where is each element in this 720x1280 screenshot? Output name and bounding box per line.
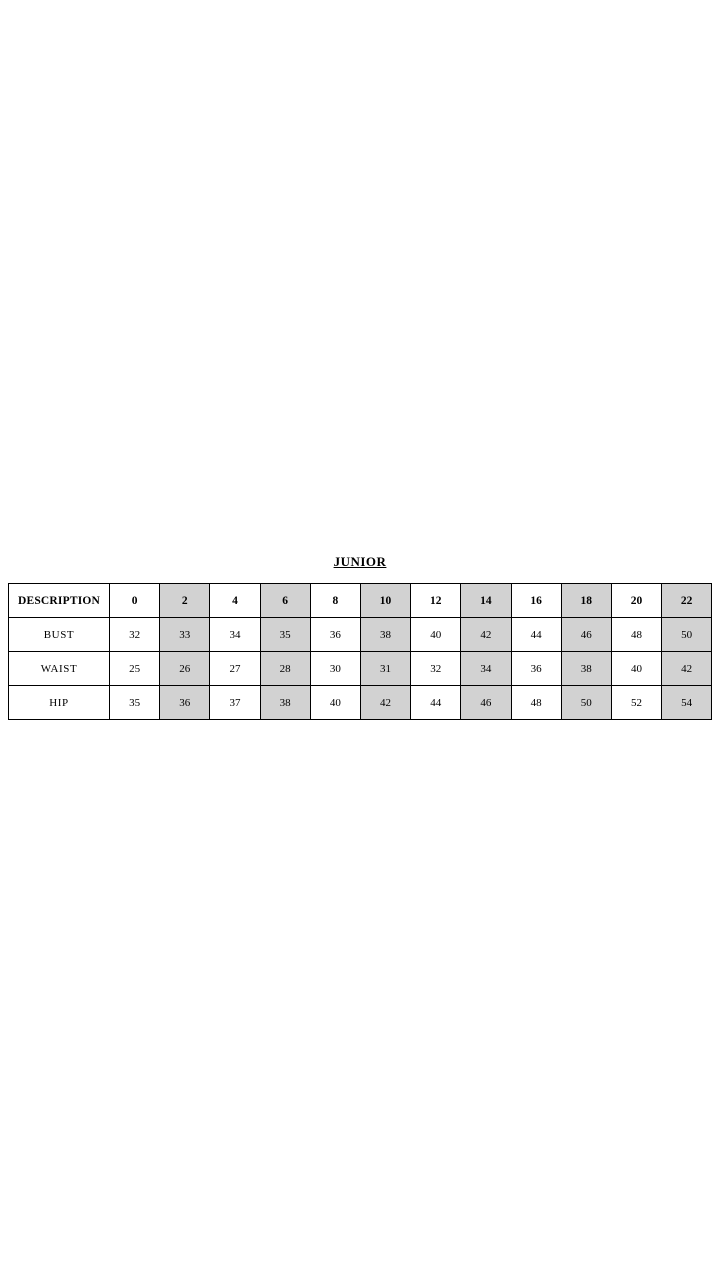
column-header-size-14: 14 <box>461 584 511 618</box>
cell-bust-8: 36 <box>310 618 360 652</box>
page-title: JUNIOR <box>333 554 387 569</box>
table-row <box>9 618 712 652</box>
cell-hip-18: 50 <box>561 686 611 720</box>
cell-waist-22: 42 <box>662 652 712 686</box>
cell-bust-22: 50 <box>662 618 712 652</box>
cell-hip-20: 52 <box>611 686 661 720</box>
cell-waist-16: 36 <box>511 652 561 686</box>
cell-bust-20: 48 <box>611 618 661 652</box>
cell-hip-0: 35 <box>110 686 160 720</box>
cell-waist-8: 30 <box>310 652 360 686</box>
cell-waist-4: 27 <box>210 652 260 686</box>
cell-waist-20: 40 <box>611 652 661 686</box>
cell-hip-8: 40 <box>310 686 360 720</box>
column-header-size-22: 22 <box>662 584 712 618</box>
cell-hip-4: 37 <box>210 686 260 720</box>
size-chart-table <box>8 583 712 720</box>
cell-bust-16: 44 <box>511 618 561 652</box>
cell-bust-2: 33 <box>160 618 210 652</box>
cell-hip-6: 38 <box>260 686 310 720</box>
cell-hip-2: 36 <box>160 686 210 720</box>
column-header-size-10: 10 <box>360 584 410 618</box>
cell-bust-18: 46 <box>561 618 611 652</box>
cell-hip-12: 44 <box>411 686 461 720</box>
cell-hip-16: 48 <box>511 686 561 720</box>
cell-hip-22: 54 <box>662 686 712 720</box>
column-header-size-0: 0 <box>110 584 160 618</box>
cell-waist-6: 28 <box>260 652 310 686</box>
column-header-size-6: 6 <box>260 584 310 618</box>
column-header-size-20: 20 <box>611 584 661 618</box>
table-row <box>9 652 712 686</box>
size-chart-container <box>8 583 712 720</box>
column-header-size-16: 16 <box>511 584 561 618</box>
cell-bust-0: 32 <box>110 618 160 652</box>
column-header-size-4: 4 <box>210 584 260 618</box>
cell-hip-10: 42 <box>360 686 410 720</box>
cell-hip-14: 46 <box>461 686 511 720</box>
table-row <box>9 686 712 720</box>
cell-waist-10: 31 <box>360 652 410 686</box>
cell-bust-4: 34 <box>210 618 260 652</box>
column-header-size-12: 12 <box>411 584 461 618</box>
row-label-hip: HIP <box>9 686 110 720</box>
row-label-bust: BUST <box>9 618 110 652</box>
cell-bust-12: 40 <box>411 618 461 652</box>
cell-waist-14: 34 <box>461 652 511 686</box>
column-header-size-8: 8 <box>310 584 360 618</box>
cell-waist-2: 26 <box>160 652 210 686</box>
cell-waist-0: 25 <box>110 652 160 686</box>
column-header-size-18: 18 <box>561 584 611 618</box>
cell-waist-18: 38 <box>561 652 611 686</box>
cell-bust-6: 35 <box>260 618 310 652</box>
table-header-row <box>9 584 712 618</box>
cell-bust-10: 38 <box>360 618 410 652</box>
cell-bust-14: 42 <box>461 618 511 652</box>
column-header-size-2: 2 <box>160 584 210 618</box>
row-label-waist: WAIST <box>9 652 110 686</box>
column-header-description: DESCRIPTION <box>9 584 110 618</box>
cell-waist-12: 32 <box>411 652 461 686</box>
